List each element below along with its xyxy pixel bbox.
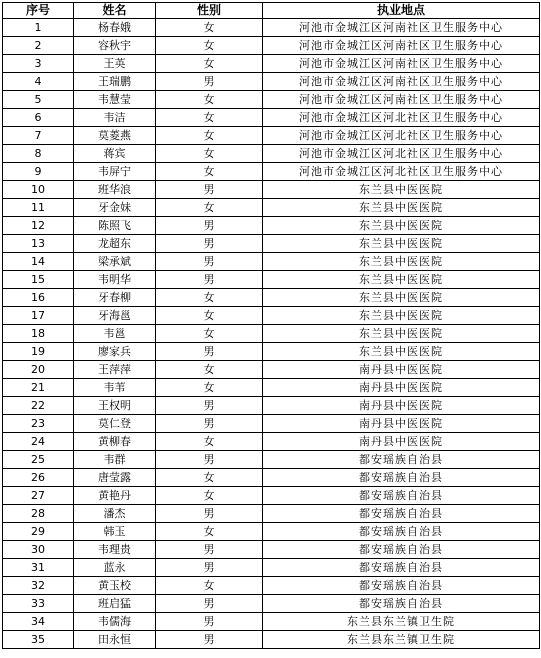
cell-serial-number: 9 bbox=[3, 163, 74, 181]
table-row bbox=[3, 577, 540, 595]
cell-serial-number: 30 bbox=[3, 541, 74, 559]
table-row bbox=[3, 55, 540, 73]
table-row bbox=[3, 91, 540, 109]
cell-serial-number: 2 bbox=[3, 37, 74, 55]
table-row bbox=[3, 325, 540, 343]
table-row bbox=[3, 163, 540, 181]
cell-practice-location: 都安瑶族自治县 bbox=[263, 505, 540, 523]
cell-serial-number: 32 bbox=[3, 577, 74, 595]
cell-serial-number: 34 bbox=[3, 613, 74, 631]
cell-gender: 男 bbox=[156, 181, 263, 199]
cell-practice-location: 都安瑶族自治县 bbox=[263, 595, 540, 613]
cell-practice-location: 南丹县中医医院 bbox=[263, 361, 540, 379]
cell-serial-number: 25 bbox=[3, 451, 74, 469]
cell-name: 韦屏宁 bbox=[74, 163, 156, 181]
cell-name: 莫仁登 bbox=[74, 415, 156, 433]
cell-serial-number: 14 bbox=[3, 253, 74, 271]
cell-gender: 男 bbox=[156, 613, 263, 631]
table-row bbox=[3, 523, 540, 541]
table-row bbox=[3, 541, 540, 559]
cell-name: 王瑞鹏 bbox=[74, 73, 156, 91]
cell-name: 牙金妹 bbox=[74, 199, 156, 217]
cell-gender: 男 bbox=[156, 451, 263, 469]
cell-practice-location: 河池市金城江区河北社区卫生服务中心 bbox=[263, 163, 540, 181]
cell-practice-location: 河池市金城江区河南社区卫生服务中心 bbox=[263, 73, 540, 91]
cell-serial-number: 35 bbox=[3, 631, 74, 649]
cell-serial-number: 31 bbox=[3, 559, 74, 577]
cell-name: 牙海邕 bbox=[74, 307, 156, 325]
cell-name: 杨春娥 bbox=[74, 19, 156, 37]
cell-serial-number: 18 bbox=[3, 325, 74, 343]
cell-gender: 女 bbox=[156, 127, 263, 145]
cell-practice-location: 都安瑶族自治县 bbox=[263, 577, 540, 595]
cell-practice-location: 东兰县中医医院 bbox=[263, 235, 540, 253]
cell-practice-location: 都安瑶族自治县 bbox=[263, 487, 540, 505]
cell-gender: 女 bbox=[156, 433, 263, 451]
header-serial-number: 序号 bbox=[3, 3, 74, 19]
cell-serial-number: 28 bbox=[3, 505, 74, 523]
cell-name: 韦洁 bbox=[74, 109, 156, 127]
cell-serial-number: 4 bbox=[3, 73, 74, 91]
cell-practice-location: 东兰县中医医院 bbox=[263, 271, 540, 289]
cell-name: 韦儒海 bbox=[74, 613, 156, 631]
cell-name: 韦明华 bbox=[74, 271, 156, 289]
cell-name: 蓝永 bbox=[74, 559, 156, 577]
table-row bbox=[3, 199, 540, 217]
cell-serial-number: 8 bbox=[3, 145, 74, 163]
cell-serial-number: 11 bbox=[3, 199, 74, 217]
cell-gender: 男 bbox=[156, 397, 263, 415]
cell-serial-number: 1 bbox=[3, 19, 74, 37]
cell-serial-number: 12 bbox=[3, 217, 74, 235]
cell-gender: 女 bbox=[156, 145, 263, 163]
header-gender: 性别 bbox=[156, 3, 263, 19]
cell-name: 梁承斌 bbox=[74, 253, 156, 271]
cell-name: 牙春柳 bbox=[74, 289, 156, 307]
table-row bbox=[3, 469, 540, 487]
cell-serial-number: 26 bbox=[3, 469, 74, 487]
cell-practice-location: 东兰县中医医院 bbox=[263, 343, 540, 361]
cell-practice-location: 南丹县中医医院 bbox=[263, 379, 540, 397]
cell-serial-number: 27 bbox=[3, 487, 74, 505]
cell-gender: 女 bbox=[156, 469, 263, 487]
table-row bbox=[3, 217, 540, 235]
cell-gender: 男 bbox=[156, 343, 263, 361]
cell-practice-location: 河池市金城江区河南社区卫生服务中心 bbox=[263, 37, 540, 55]
cell-name: 唐莹露 bbox=[74, 469, 156, 487]
cell-gender: 女 bbox=[156, 325, 263, 343]
table-row bbox=[3, 271, 540, 289]
cell-name: 黄柳春 bbox=[74, 433, 156, 451]
cell-practice-location: 河池市金城江区河北社区卫生服务中心 bbox=[263, 145, 540, 163]
cell-practice-location: 都安瑶族自治县 bbox=[263, 541, 540, 559]
table-header-row bbox=[3, 3, 540, 19]
cell-gender: 女 bbox=[156, 577, 263, 595]
cell-practice-location: 南丹县中医医院 bbox=[263, 415, 540, 433]
cell-practice-location: 都安瑶族自治县 bbox=[263, 469, 540, 487]
table-row bbox=[3, 127, 540, 145]
cell-name: 容秋宇 bbox=[74, 37, 156, 55]
cell-gender: 女 bbox=[156, 109, 263, 127]
cell-practice-location: 都安瑶族自治县 bbox=[263, 559, 540, 577]
cell-name: 班华浪 bbox=[74, 181, 156, 199]
header-name: 姓名 bbox=[74, 3, 156, 19]
cell-gender: 女 bbox=[156, 523, 263, 541]
cell-name: 龙超东 bbox=[74, 235, 156, 253]
cell-serial-number: 3 bbox=[3, 55, 74, 73]
cell-practice-location: 东兰县中医医院 bbox=[263, 253, 540, 271]
table-row bbox=[3, 451, 540, 469]
cell-gender: 女 bbox=[156, 163, 263, 181]
cell-gender: 女 bbox=[156, 379, 263, 397]
table-body bbox=[3, 19, 540, 649]
table-row bbox=[3, 307, 540, 325]
table-row bbox=[3, 253, 540, 271]
cell-practice-location: 都安瑶族自治县 bbox=[263, 451, 540, 469]
cell-serial-number: 29 bbox=[3, 523, 74, 541]
cell-serial-number: 13 bbox=[3, 235, 74, 253]
cell-name: 黄玉校 bbox=[74, 577, 156, 595]
cell-serial-number: 17 bbox=[3, 307, 74, 325]
table-row bbox=[3, 145, 540, 163]
cell-name: 莫菱燕 bbox=[74, 127, 156, 145]
cell-gender: 男 bbox=[156, 415, 263, 433]
cell-practice-location: 河池市金城江区河南社区卫生服务中心 bbox=[263, 91, 540, 109]
table-row bbox=[3, 379, 540, 397]
cell-gender: 男 bbox=[156, 253, 263, 271]
table-row bbox=[3, 595, 540, 613]
cell-name: 韦苇 bbox=[74, 379, 156, 397]
cell-gender: 男 bbox=[156, 541, 263, 559]
cell-practice-location: 东兰县中医医院 bbox=[263, 289, 540, 307]
cell-gender: 女 bbox=[156, 55, 263, 73]
cell-gender: 男 bbox=[156, 631, 263, 649]
cell-serial-number: 19 bbox=[3, 343, 74, 361]
cell-gender: 女 bbox=[156, 361, 263, 379]
practitioner-table bbox=[2, 2, 540, 649]
cell-practice-location: 东兰县东兰镇卫生院 bbox=[263, 613, 540, 631]
cell-gender: 女 bbox=[156, 307, 263, 325]
cell-practice-location: 东兰县东兰镇卫生院 bbox=[263, 631, 540, 649]
cell-gender: 男 bbox=[156, 505, 263, 523]
cell-gender: 女 bbox=[156, 289, 263, 307]
cell-name: 王英 bbox=[74, 55, 156, 73]
table-row bbox=[3, 505, 540, 523]
table-row bbox=[3, 19, 540, 37]
table-row bbox=[3, 433, 540, 451]
cell-serial-number: 6 bbox=[3, 109, 74, 127]
cell-name: 韩玉 bbox=[74, 523, 156, 541]
table-row bbox=[3, 343, 540, 361]
cell-serial-number: 16 bbox=[3, 289, 74, 307]
cell-gender: 女 bbox=[156, 37, 263, 55]
cell-name: 王萍萍 bbox=[74, 361, 156, 379]
table-row bbox=[3, 109, 540, 127]
cell-serial-number: 10 bbox=[3, 181, 74, 199]
cell-serial-number: 33 bbox=[3, 595, 74, 613]
cell-name: 韦理贵 bbox=[74, 541, 156, 559]
cell-serial-number: 24 bbox=[3, 433, 74, 451]
cell-name: 陈照飞 bbox=[74, 217, 156, 235]
cell-serial-number: 15 bbox=[3, 271, 74, 289]
cell-name: 韦群 bbox=[74, 451, 156, 469]
cell-practice-location: 南丹县中医医院 bbox=[263, 397, 540, 415]
cell-practice-location: 河池市金城江区河北社区卫生服务中心 bbox=[263, 127, 540, 145]
table-row bbox=[3, 631, 540, 649]
cell-gender: 女 bbox=[156, 487, 263, 505]
cell-gender: 男 bbox=[156, 595, 263, 613]
cell-gender: 男 bbox=[156, 559, 263, 577]
cell-serial-number: 23 bbox=[3, 415, 74, 433]
table-row bbox=[3, 487, 540, 505]
cell-serial-number: 20 bbox=[3, 361, 74, 379]
cell-practice-location: 东兰县中医医院 bbox=[263, 217, 540, 235]
table-row bbox=[3, 559, 540, 577]
cell-serial-number: 21 bbox=[3, 379, 74, 397]
cell-gender: 女 bbox=[156, 199, 263, 217]
cell-practice-location: 东兰县中医医院 bbox=[263, 181, 540, 199]
cell-serial-number: 22 bbox=[3, 397, 74, 415]
cell-name: 韦慧莹 bbox=[74, 91, 156, 109]
table-row bbox=[3, 181, 540, 199]
cell-practice-location: 河池市金城江区河南社区卫生服务中心 bbox=[263, 55, 540, 73]
table-row bbox=[3, 397, 540, 415]
table-row bbox=[3, 37, 540, 55]
cell-gender: 女 bbox=[156, 91, 263, 109]
cell-serial-number: 7 bbox=[3, 127, 74, 145]
table-row bbox=[3, 361, 540, 379]
cell-name: 韦邕 bbox=[74, 325, 156, 343]
cell-practice-location: 都安瑶族自治县 bbox=[263, 523, 540, 541]
cell-name: 班启猛 bbox=[74, 595, 156, 613]
cell-gender: 男 bbox=[156, 235, 263, 253]
cell-name: 廖家兵 bbox=[74, 343, 156, 361]
cell-practice-location: 河池市金城江区河南社区卫生服务中心 bbox=[263, 19, 540, 37]
cell-name: 黄艳丹 bbox=[74, 487, 156, 505]
cell-name: 潘杰 bbox=[74, 505, 156, 523]
cell-practice-location: 东兰县中医医院 bbox=[263, 199, 540, 217]
table-row bbox=[3, 73, 540, 91]
cell-gender: 男 bbox=[156, 73, 263, 91]
cell-serial-number: 5 bbox=[3, 91, 74, 109]
cell-practice-location: 南丹县中医医院 bbox=[263, 433, 540, 451]
cell-gender: 女 bbox=[156, 19, 263, 37]
cell-practice-location: 河池市金城江区河北社区卫生服务中心 bbox=[263, 109, 540, 127]
cell-name: 田永恒 bbox=[74, 631, 156, 649]
cell-name: 蒋宾 bbox=[74, 145, 156, 163]
table-row bbox=[3, 415, 540, 433]
cell-practice-location: 东兰县中医医院 bbox=[263, 325, 540, 343]
cell-gender: 男 bbox=[156, 271, 263, 289]
header-practice-location: 执业地点 bbox=[263, 3, 540, 19]
cell-name: 王权明 bbox=[74, 397, 156, 415]
table-row bbox=[3, 613, 540, 631]
cell-gender: 男 bbox=[156, 217, 263, 235]
table-row bbox=[3, 235, 540, 253]
table-row bbox=[3, 289, 540, 307]
cell-practice-location: 东兰县中医医院 bbox=[263, 307, 540, 325]
